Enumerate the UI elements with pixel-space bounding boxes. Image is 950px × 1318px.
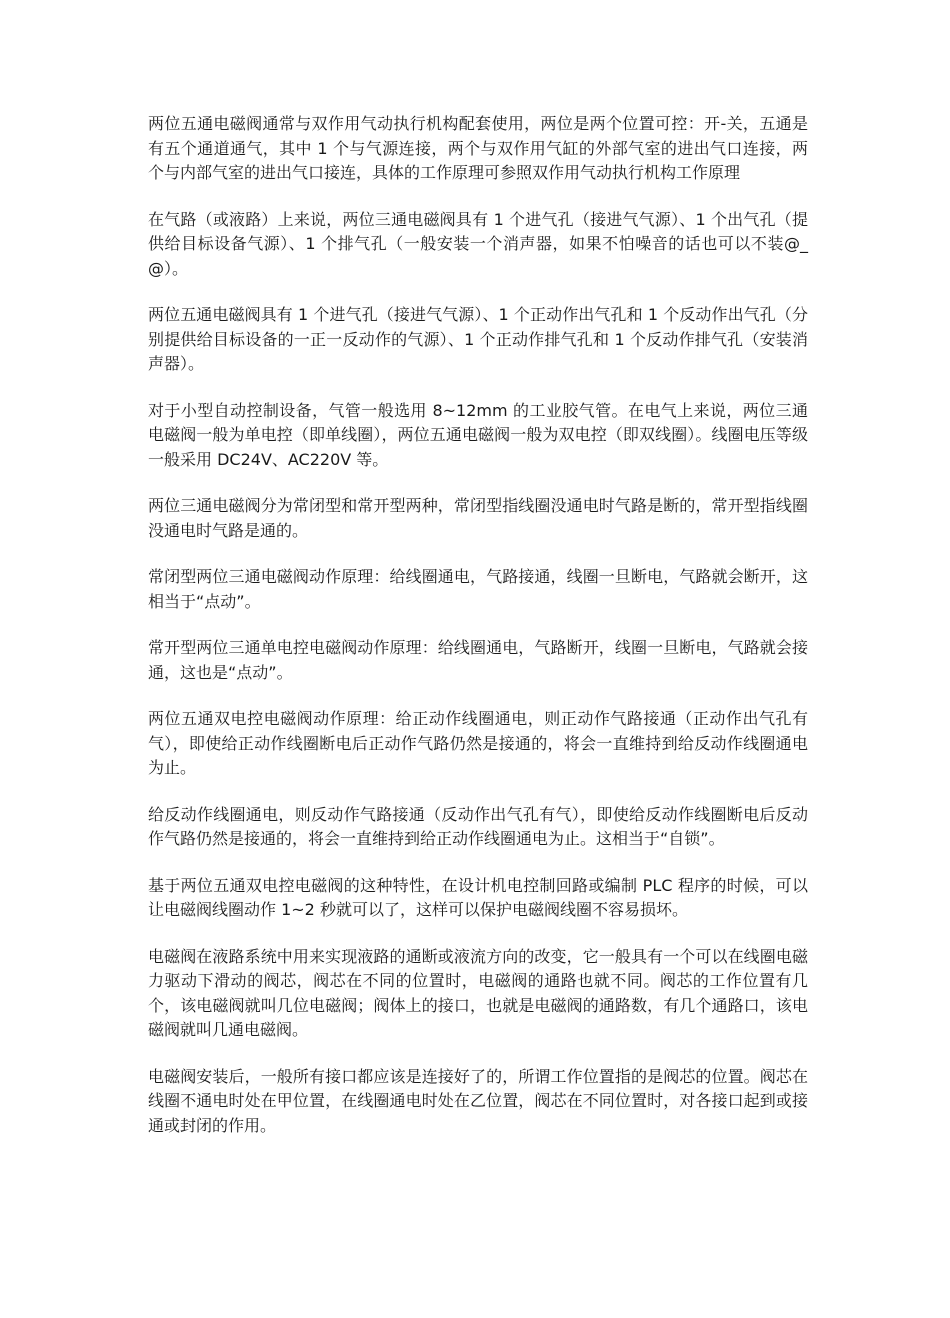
paragraph-positions-and-ways: 电磁阀在液路系统中用来实现液路的通断或液流方向的改变，它一般具有一个可以在线圈电磁力驱动下滑动的阀芯，阀芯在不同的位置时，电磁阀的通路也就不同。阀芯的工作位置有几个，该电磁阀就叫几位电磁阀；阀体上的接口，也就是电磁阀的通路数，有几个通路口，该电磁阀就叫几通电磁阀。	[148, 946, 808, 1039]
paragraph-double-coil-forward: 两位五通双电控电磁阀动作原理：给正动作线圈通电，则正动作气路接通（正动作出气孔有气），即使给正动作线圈断电后正动作气路仍然是接通的，将会一直维持到给反动作线圈通电为止。	[148, 709, 808, 777]
paragraph-double-coil-reverse: 给反动作线圈通电，则反动作气路接通（反动作出气孔有气），即使给反动作线圈断电后反动作气路仍然是接通的，将会一直维持到给正动作线圈通电为止。这相当于“自锁”。	[148, 804, 808, 848]
document-body	[148, 112, 808, 1160]
paragraph-normally-open-principle: 常开型两位三通单电控电磁阀动作原理：给线圈通电，气路断开，线圈一旦断电，气路就会接通，这也是“点动”。	[148, 638, 808, 682]
paragraph-normally-closed-open: 两位三通电磁阀分为常闭型和常开型两种，常闭型指线圈没通电时气路是断的，常开型指线圈没通电时气路是通的。	[148, 496, 808, 540]
paragraph-air-tube-and-coil: 对于小型自动控制设备，气管一般选用 8~12mm 的工业胶气管。在电气上来说，两位三通电磁阀一般为单电控（即单线圈），两位五通电磁阀一般为双电控（即双线圈）。线圈电压等级一般采用 DC24V、AC220V 等。	[148, 400, 808, 469]
paragraph-five-way-intro: 两位五通电磁阀通常与双作用气动执行机构配套使用，两位是两个位置可控：开-关，五通是有五个通道通气，其中 1 个与气源连接，两个与双作用气缸的外部气室的进出气口连接，两个与内部气室的进出气口接连，具体的工作原理可参照双作用气动执行机构工作原理	[148, 114, 808, 182]
paragraph-three-way-ports: 在气路（或液路）上来说，两位三通电磁阀具有 1 个进气孔（接进气气源）、1 个出气孔（提供给目标设备气源）、1 个排气孔（一般安装一个消声器，如果不怕噪音的话也可以不装@_@）。	[148, 209, 808, 278]
paragraph-installation: 电磁阀安装后，一般所有接口都应该是连接好了的，所谓工作位置指的是阀芯的位置。阀芯在线圈不通电时处在甲位置，在线圈通电时处在乙位置，阀芯在不同位置时，对各接口起到或接通或封闭的作用。	[148, 1066, 808, 1135]
paragraph-plc-control: 基于两位五通双电控电磁阀的这种特性，在设计机电控制回路或编制 PLC 程序的时候，可以让电磁阀线圈动作 1~2 秒就可以了，这样可以保护电磁阀线圈不容易损坏。	[148, 875, 808, 919]
paragraph-five-way-ports: 两位五通电磁阀具有 1 个进气孔（接进气气源）、1 个正动作出气孔和 1 个反动作出气孔（分别提供给目标设备的一正一反动作的气源）、1 个正动作排气孔和 1 个反动作排气孔（安装消声器）。	[148, 305, 808, 373]
paragraph-normally-closed-principle: 常闭型两位三通电磁阀动作原理：给线圈通电，气路接通，线圈一旦断电，气路就会断开，这相当于“点动”。	[148, 567, 808, 611]
